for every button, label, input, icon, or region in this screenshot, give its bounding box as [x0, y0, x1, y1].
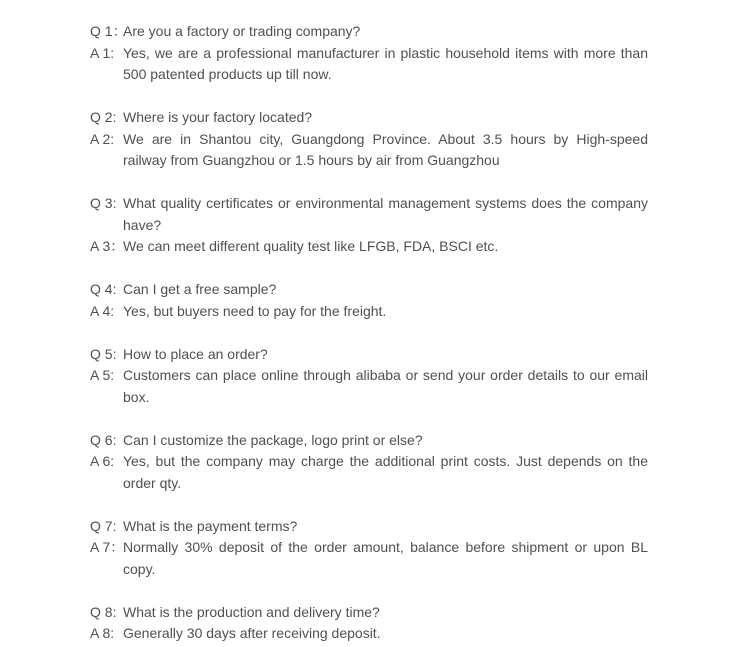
question-row [90, 279, 648, 301]
answer-row [90, 129, 648, 172]
question-text: Where is your factory located? [123, 109, 313, 125]
faq-item-3 [90, 193, 648, 258]
question-text: What is the production and delivery time? [123, 603, 380, 620]
question-row [90, 602, 648, 624]
answer-text: Normally 30% deposit of the order amount, balance before shipment or upon BL copy. [123, 539, 648, 577]
answer-row [90, 365, 648, 408]
question-row [90, 21, 648, 43]
answer-row [90, 236, 648, 258]
answer-label: A 5: [90, 367, 115, 383]
answer-row [90, 451, 648, 494]
answer-row [90, 537, 648, 580]
faq-item-1 [90, 21, 648, 86]
faq-item-7 [90, 516, 648, 581]
answer-text: Yes, we are a professional manufacturer in plastic household items with more than 500 patented products up till now. [123, 44, 648, 82]
answer-text: We are in Shantou city, Guangdong Province. About 3.5 hours by High-speed railway from Guangzhou or 1.5 hours by air from Guangzhou [123, 130, 648, 168]
question-text: What quality certificates or environmental management systems does the company have? [123, 195, 648, 233]
question-label: Q 7: [90, 517, 117, 534]
question-label: Q 8: [90, 603, 117, 620]
answer-text: Generally 30 days after receiving deposit. [123, 625, 381, 641]
question-label: Q 5: [90, 345, 117, 362]
question-label: Q 3: [90, 195, 117, 211]
answer-label: A 3： [90, 238, 125, 254]
answer-text: Yes, but the company may charge the additional print costs. Just depends on the order qty. [123, 453, 648, 491]
faq-item-5 [90, 344, 648, 409]
question-row [90, 516, 648, 538]
faq-item-6 [90, 430, 648, 495]
answer-row [90, 43, 648, 86]
question-text: Are you a factory or trading company? [123, 23, 361, 39]
question-row [90, 193, 648, 236]
question-text: Can I customize the package, logo print or else? [123, 431, 423, 448]
question-row [90, 430, 648, 452]
answer-label: A 8: [90, 625, 115, 641]
answer-row [90, 623, 648, 645]
faq-item-8 [90, 602, 648, 645]
answer-label: A 1: [90, 44, 115, 61]
question-row [90, 107, 648, 129]
answer-text: We can meet different quality test like LFGB, FDA, BSCI etc. [123, 238, 499, 254]
question-row [90, 344, 648, 366]
answer-label: A 7： [90, 539, 125, 555]
question-label: Q 4: [90, 281, 117, 297]
answer-row [90, 301, 648, 323]
answer-label: A 2: [90, 130, 115, 147]
faq-item-4 [90, 279, 648, 322]
answer-label: A 6: [90, 453, 115, 469]
question-label: Q 6: [90, 431, 117, 448]
question-text: Can I get a free sample? [123, 281, 277, 297]
question-text: What is the payment terms? [123, 517, 298, 534]
faq-item-2 [90, 107, 648, 172]
answer-text: Yes, but buyers need to pay for the freight. [123, 302, 387, 319]
answer-text: Customers can place online through alibaba or send your order details to our email box. [123, 367, 648, 405]
question-label: Q 2: [90, 109, 117, 125]
question-text: How to place an order? [123, 345, 268, 362]
answer-label: A 4: [90, 302, 115, 319]
question-label: Q 1： [90, 23, 127, 39]
